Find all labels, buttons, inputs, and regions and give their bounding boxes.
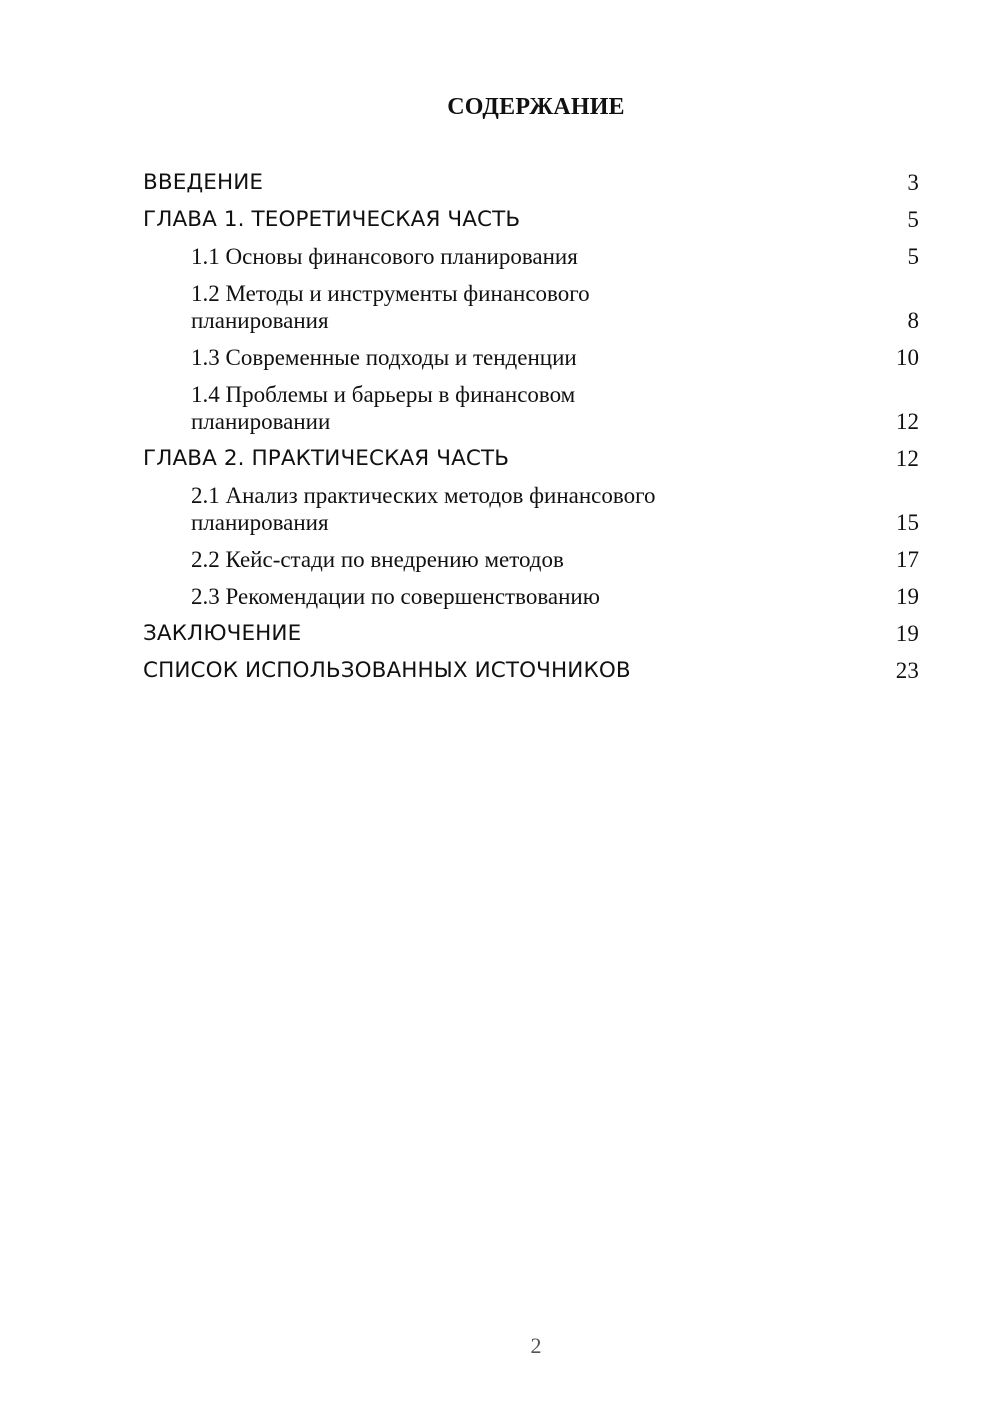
- toc-entry-introduction[interactable]: [143, 169, 919, 206]
- toc-entry-page: 5: [907, 244, 919, 269]
- toc-entry-page: 3: [907, 170, 919, 195]
- toc-entry-page: 15: [896, 510, 919, 535]
- toc-entry-label: 2.2 Кейс-стади по внедрению методов: [191, 547, 564, 572]
- toc-entry-label: СПИСОК ИСПОЛЬЗОВАННЫХ ИСТОЧНИКОВ: [143, 658, 631, 683]
- toc-entry-page: 8: [907, 308, 919, 333]
- toc-entry-page: 12: [896, 409, 919, 434]
- toc-entry-chapter-2[interactable]: [143, 445, 919, 482]
- toc-entry-references[interactable]: [143, 657, 919, 694]
- toc-entry-label: 1.4 Проблемы и барьеры в финансовом планировании: [191, 382, 576, 434]
- toc-entry-label: 1.3 Современные подходы и тенденции: [191, 345, 577, 370]
- toc-entry-page: 17: [896, 547, 919, 572]
- toc-entry-conclusion[interactable]: [143, 620, 919, 657]
- page-number: 2: [530, 1333, 542, 1358]
- toc-entry-page: 12: [895, 446, 919, 471]
- toc-entry-label: 1.2 Методы и инструменты финансового планирования: [191, 281, 590, 333]
- toc-entry-label: 2.1 Анализ практических методов финансового планирования: [191, 483, 656, 535]
- toc-entry-section-1-2[interactable]: [143, 280, 919, 344]
- toc-entry-section-2-3[interactable]: [143, 583, 919, 620]
- table-of-contents: [143, 169, 919, 694]
- toc-entry-label: ГЛАВА 1. ТЕОРЕТИЧЕСКАЯ ЧАСТЬ: [143, 207, 521, 232]
- toc-entry-page: 19: [896, 584, 919, 609]
- toc-entry-page: 5: [907, 207, 919, 232]
- toc-entry-section-2-2[interactable]: [143, 546, 919, 583]
- toc-entry-chapter-1[interactable]: [143, 206, 919, 243]
- toc-entry-label: ВВЕДЕНИЕ: [143, 170, 264, 195]
- toc-entry-label: ЗАКЛЮЧЕНИЕ: [143, 621, 302, 646]
- toc-entry-page: 23: [895, 658, 919, 683]
- toc-entry-label: ГЛАВА 2. ПРАКТИЧЕСКАЯ ЧАСТЬ: [143, 446, 510, 471]
- toc-entry-page: 19: [895, 621, 919, 646]
- toc-entry-section-2-1[interactable]: [143, 482, 919, 546]
- toc-entry-label: 1.1 Основы финансового планирования: [191, 244, 578, 269]
- toc-title: СОДЕРЖАНИЕ: [447, 94, 625, 120]
- toc-entry-section-1-4[interactable]: [143, 381, 919, 445]
- toc-entry-page: 10: [896, 345, 919, 370]
- toc-entry-label: 2.3 Рекомендации по совершенствованию: [191, 584, 600, 609]
- toc-entry-section-1-1[interactable]: [143, 243, 919, 280]
- toc-entry-section-1-3[interactable]: [143, 344, 919, 381]
